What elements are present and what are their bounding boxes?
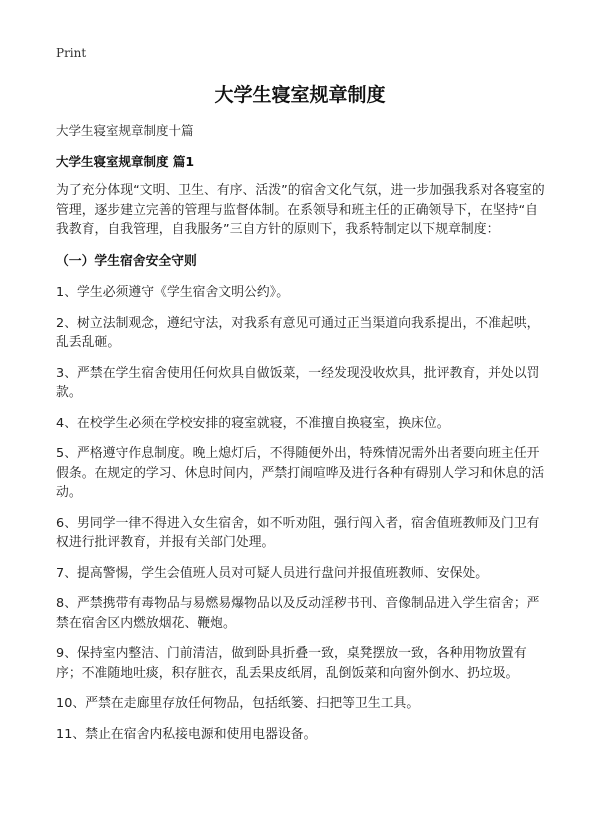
print-link[interactable]: Print bbox=[56, 46, 87, 60]
rule-item: 2、树立法制观念，遵纪守法，对我系有意见可通过正当渠道向我系提出，不准起哄，乱丢乱砸。 bbox=[56, 315, 540, 350]
rule-item: 9、保持室内整洁、门前清洁，做到卧具折叠一致，桌凳摆放一致，各种用物放置有序；不准随地吐痰，积存脏衣，乱丢果皮纸屑，乱倒饭菜和向窗外倒水、扔垃圾。 bbox=[56, 646, 527, 681]
rule-item: 10、严禁在走廊里存放任何物品，包括纸篓、扫把等卫生工具。 bbox=[56, 696, 420, 711]
rule-item: 1、学生必须遵守《学生宿舍文明公约》。 bbox=[56, 285, 290, 300]
rule-item: 8、严禁携带有毒物品与易燃易爆物品以及反动淫秽书刊、音像制品进入学生宿舍；严禁在宿舍区内燃放烟花、鞭炮。 bbox=[56, 596, 540, 631]
page-title: 大学生寝室规章制度 bbox=[214, 84, 386, 106]
document-body bbox=[56, 181, 548, 755]
part-heading: 大学生寝室规章制度 篇1 bbox=[56, 154, 195, 169]
rule-item: 6、男同学一律不得进入女生宿舍，如不听劝阻，强行闯入者，宿舍值班教师及门卫有权进行批评教育，并报有关部门处理。 bbox=[56, 515, 540, 550]
rule-item: 11、禁止在宿舍内私接电源和使用电器设备。 bbox=[56, 726, 317, 742]
document-subtitle: 大学生寝室规章制度十篇 bbox=[56, 123, 194, 138]
rule-item: 7、提高警惕，学生会值班人员对可疑人员进行盘问并报值班教师、安保处。 bbox=[56, 565, 489, 581]
intro-paragraph: 为了充分体现“文明、卫生、有序、活泼”的宿舍文化气氛，进一步加强我系对各寝室的管理，逐步建立完善的管理与监督体制。在系领导和班主任的正确领导下，在坚持“自我教育，自我管理，自我服务”三自方针的原则下，我系特制定以下规章制度： bbox=[56, 183, 545, 237]
rule-item: 3、严禁在学生宿舍使用任何炊具自做饭菜，一经发现没收炊具，批评教育，并处以罚款。 bbox=[56, 365, 540, 400]
rule-item: 5、严格遵守作息制度。晚上熄灯后，不得随便外出，特殊情况需外出者要向班主任开假条。在规定的学习、休息时间内，严禁打闹喧哗及进行各种有碍别人学习和休息的活动。 bbox=[56, 446, 545, 500]
section-heading: （一）学生宿舍安全守则 bbox=[56, 253, 197, 269]
rule-item: 4、在校学生必须在学校安排的寝室就寝，不准擅自换寝室，换床位。 bbox=[56, 415, 450, 431]
